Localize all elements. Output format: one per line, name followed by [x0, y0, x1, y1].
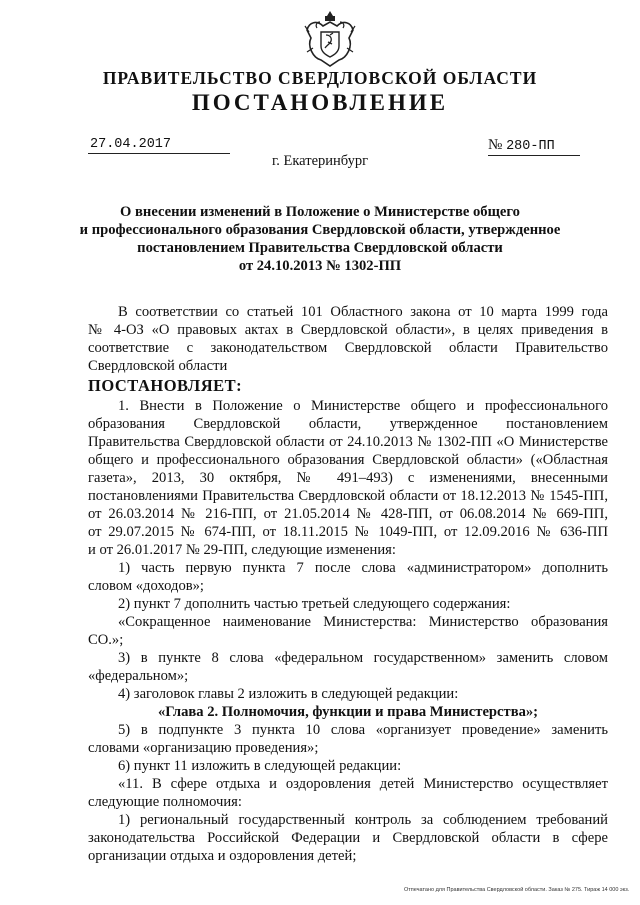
body-line: организации отдыха и оздоровления детей;: [88, 848, 357, 864]
body-line: следующие полномочия:: [88, 794, 242, 810]
chapter-heading: «Глава 2. Полномочия, функции и права Министерства»;: [157, 704, 539, 720]
body-line: газета», 2013, 30 октября, № 491–493) с изменениями, внесенными: [88, 470, 608, 486]
government-title: ПРАВИТЕЛЬСТВО СВЕРДЛОВСКОЙ ОБЛАСТИ: [102, 68, 538, 88]
city: г. Екатеринбург: [271, 153, 369, 169]
number-sign: №: [488, 137, 503, 153]
body-line: «Сокращенное наименование Министерства: Министерство образования: [118, 614, 608, 630]
title-line: О внесении изменений в Положение о Министерстве общего: [120, 204, 520, 220]
body-line: Свердловской области: [88, 358, 228, 374]
body-line: и от 26.01.2017 № 29-ПП, следующие изменения:: [88, 542, 396, 558]
body-line: 1) часть первую пункта 7 после слова «администратором» дополнить: [118, 560, 608, 576]
body-line: образования Свердловской области, утвержденное постановлением: [88, 416, 608, 432]
body-line: от 26.03.2014 № 216-ПП, от 21.05.2014 № 428-ПП, от 06.08.2014 № 669-ПП,: [88, 506, 608, 522]
body-line: соответствие с законодательством Свердловской области Правительство: [88, 340, 608, 356]
body-line: от 29.07.2015 № 674-ПП, от 18.11.2015 № 1049-ПП, от 12.09.2016 № 636-ПП: [88, 524, 608, 540]
body-line: СО.»;: [88, 632, 124, 648]
print-footer: Отпечатано для Правительства Свердловской области. Заказ № 275. Тираж 14 000 экз.: [404, 887, 630, 893]
body-line: 5) в подпункте 3 пункта 10 слова «организует проведение» заменить: [118, 722, 608, 738]
body-line: В соответствии со статьей 101 Областного закона от 10 марта 1999 года: [118, 304, 608, 320]
body-line: «федеральном»;: [88, 668, 189, 684]
body-line: № 4-ОЗ «О правовых актах в Свердловской области», в целях приведения в: [88, 322, 608, 338]
body-line: 1. Внести в Положение о Министерстве общего и профессионального: [118, 398, 608, 414]
number-value: 280-ПП: [506, 139, 555, 154]
body-line: 4) заголовок главы 2 изложить в следующей редакции:: [118, 686, 459, 702]
document-type: ПОСТАНОВЛЕНИЕ: [191, 90, 449, 115]
body-line: словом «доходов»;: [88, 578, 204, 594]
title-line: и профессионального образования Свердловской области, утвержденное: [79, 222, 561, 238]
body-line: 2) пункт 7 дополнить частью третьей следующего содержания:: [118, 596, 511, 612]
title-line: от 24.10.2013 № 1302-ПП: [238, 258, 402, 274]
body-line: словами «организацию проведения»;: [88, 740, 319, 756]
title-line: постановлением Правительства Свердловской области: [137, 240, 503, 256]
body-line: 6) пункт 11 изложить в следующей редакции:: [118, 758, 402, 774]
coat-of-arms-emblem: [299, 8, 361, 70]
document-title: [60, 203, 580, 275]
document-body: [88, 303, 608, 865]
document-date: 27.04.2017: [88, 137, 230, 154]
body-line: «11. В сфере отдыха и оздоровления детей Министерство осуществляет: [118, 776, 608, 792]
body-line: законодательства Российской Федерации и Свердловской области в сфере: [88, 830, 608, 846]
body-line: 1) региональный государственный контроль за соблюдением требований: [118, 812, 608, 828]
body-line: общего и профессионального образования Свердловской области» («Областная: [88, 452, 608, 468]
resolves-heading: ПОСТАНОВЛЯЕТ:: [88, 376, 243, 395]
body-line: постановлениями Правительства Свердловской области от 18.12.2013 № 1545-ПП,: [88, 488, 608, 504]
body-line: Правительства Свердловской области от 24.10.2013 № 1302-ПП «О Министерстве: [88, 434, 608, 450]
body-line: 3) в пункте 8 слова «федеральном государственном» заменить словом: [118, 650, 608, 666]
